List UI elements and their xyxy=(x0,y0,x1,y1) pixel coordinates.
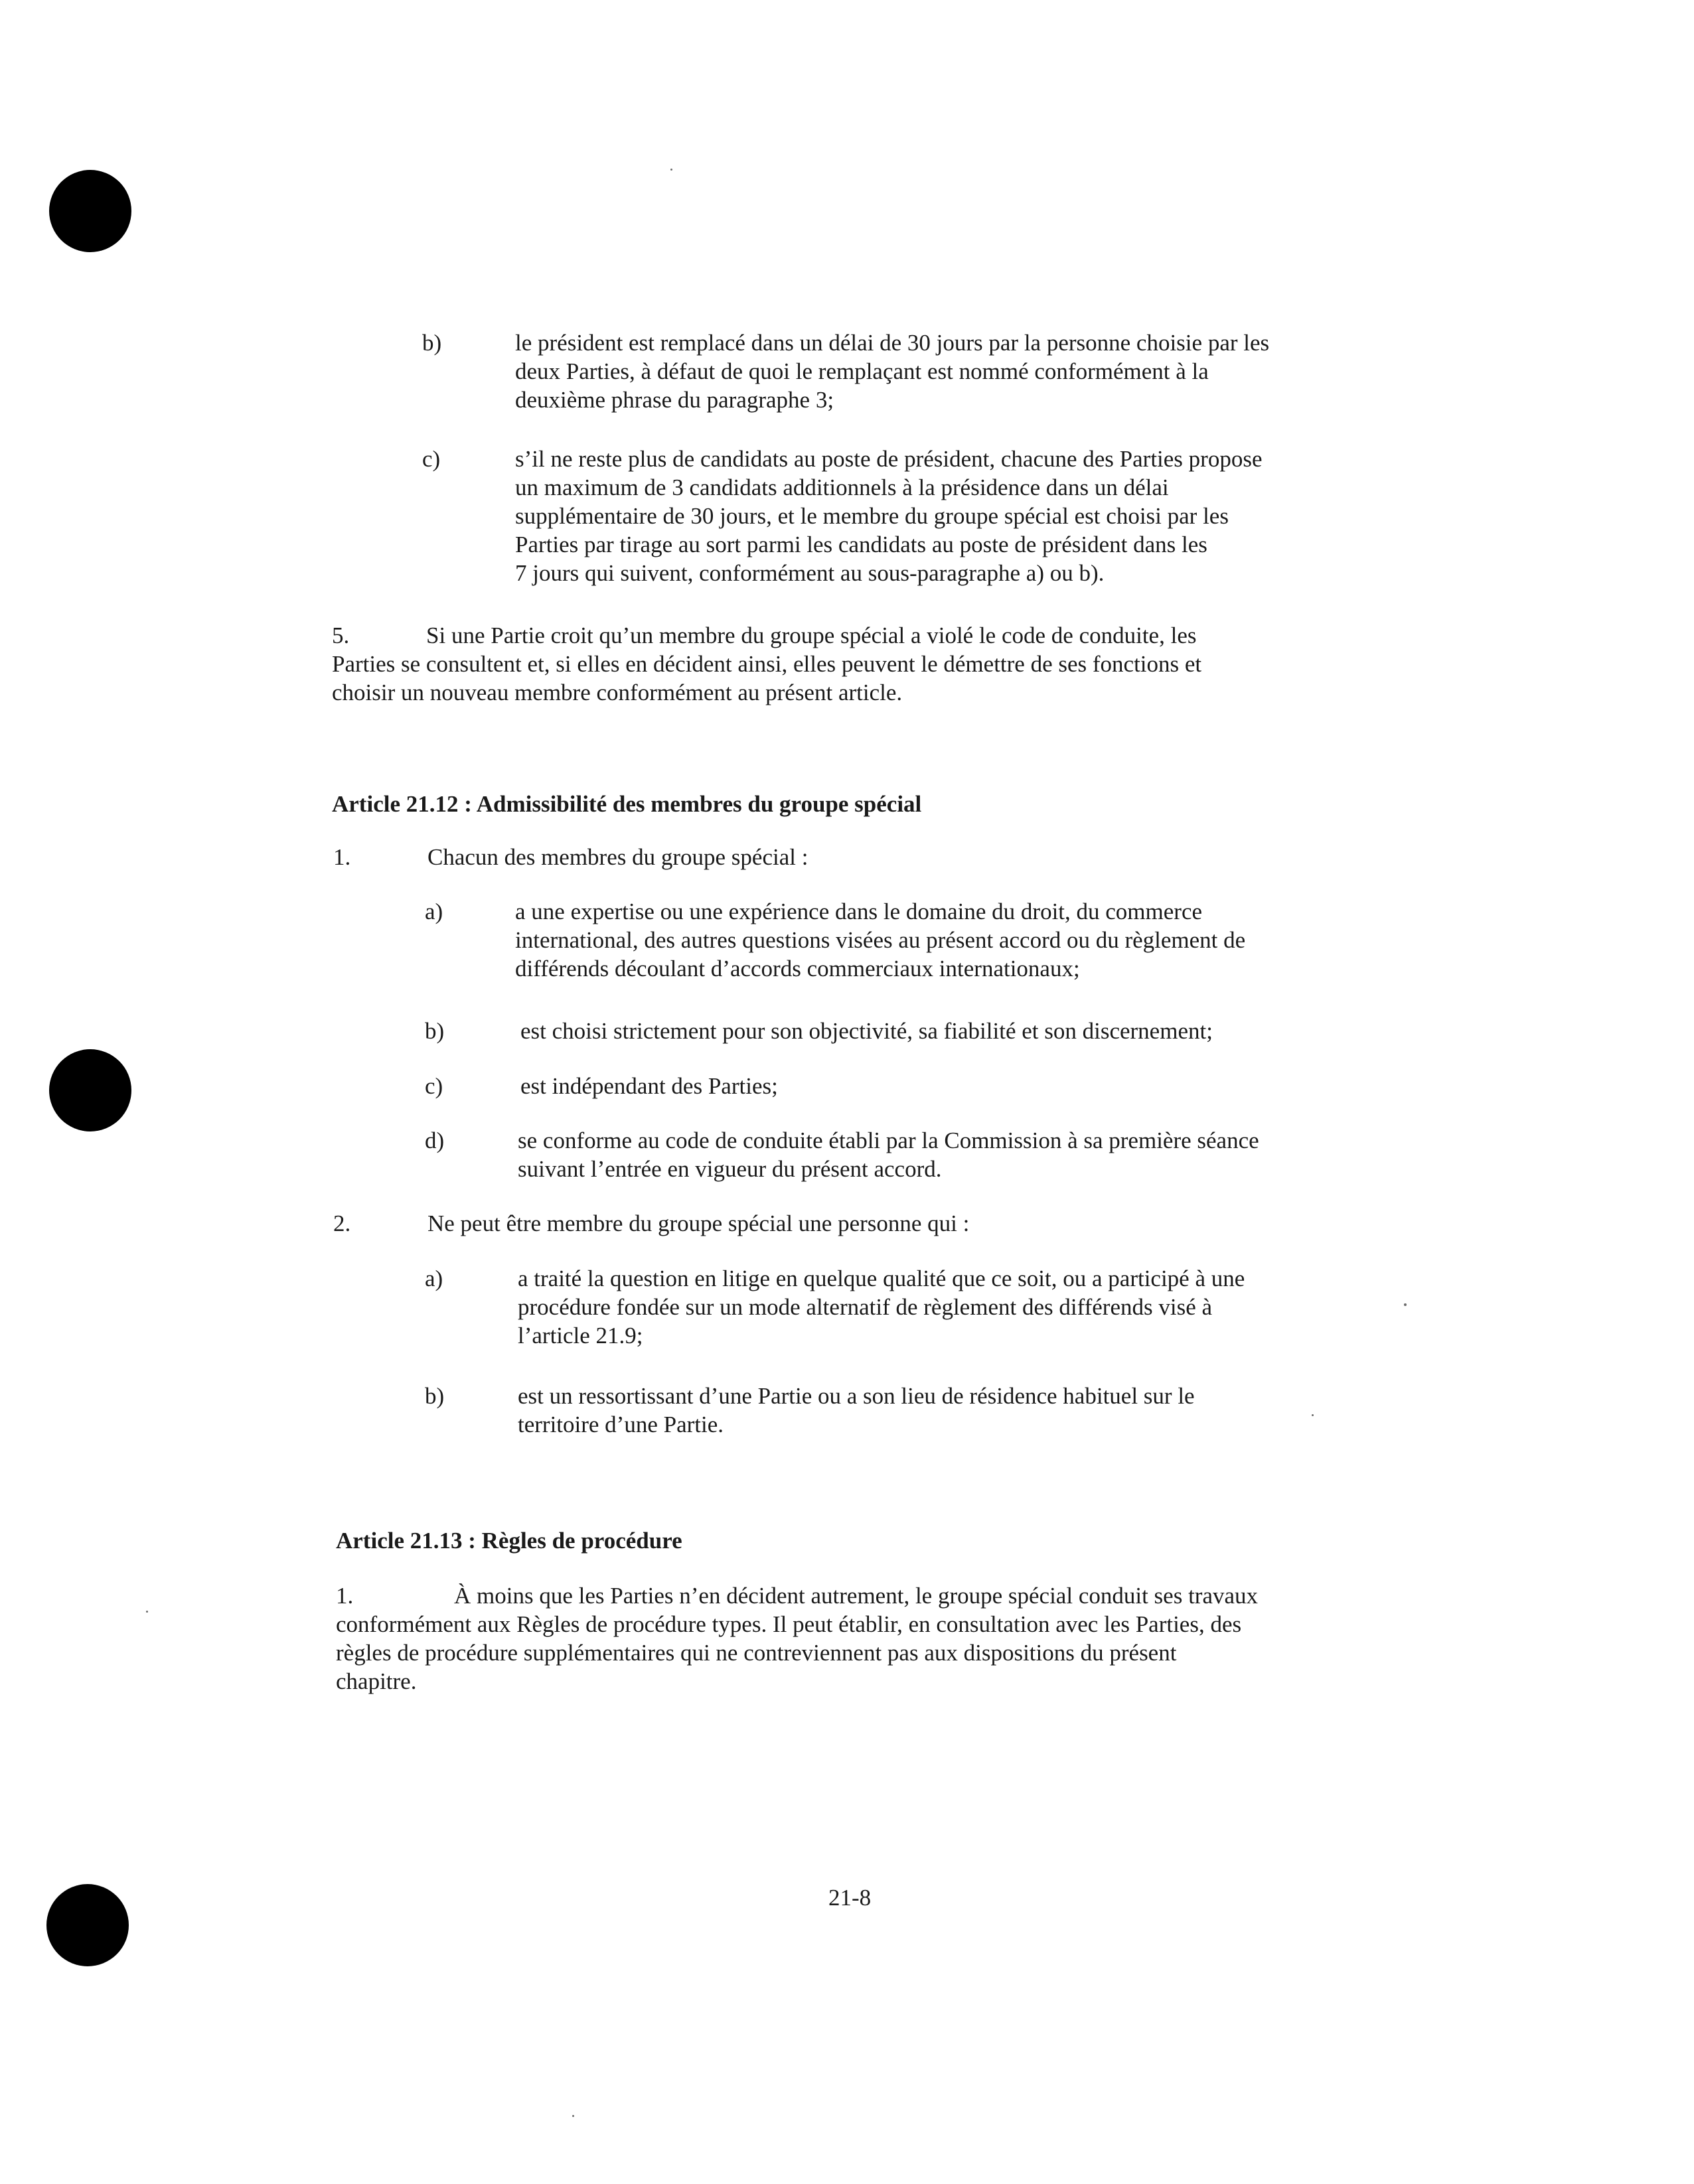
item-label: a) xyxy=(425,1266,443,1291)
item-line: deux Parties, à défaut de quoi le remplaçant est nommé conformément à la xyxy=(515,358,1209,384)
item-line: deuxième phrase du paragraphe 3; xyxy=(515,387,834,413)
item-line: suivant l’entrée en vigueur du présent accord. xyxy=(518,1156,942,1182)
item-label: b) xyxy=(425,1018,445,1044)
item-line: est indépendant des Parties; xyxy=(520,1073,778,1099)
item-line: est choisi strictement pour son objectivité, sa fiabilité et son discernement; xyxy=(520,1018,1213,1044)
scan-speck xyxy=(670,169,672,171)
scan-speck xyxy=(1404,1303,1407,1306)
item-label: b) xyxy=(425,1383,445,1409)
item-label: c) xyxy=(425,1073,443,1099)
scan-speck xyxy=(146,1611,148,1613)
item-line: territoire d’une Partie. xyxy=(518,1412,724,1437)
paragraph-number: 1. xyxy=(333,844,351,870)
scan-speck xyxy=(1312,1414,1314,1416)
item-text xyxy=(520,1017,1213,1045)
item-line: supplémentaire de 30 jours, et le membre du groupe spécial est choisi par les xyxy=(515,503,1229,529)
item-label: b) xyxy=(422,330,442,356)
paragraph-line: Chacun des membres du groupe spécial : xyxy=(427,844,809,870)
paragraph-line: choisir un nouveau membre conformément au présent article. xyxy=(332,680,903,705)
paragraph-line: conformément aux Règles de procédure types. Il peut établir, en consultation avec les Parties, des xyxy=(336,1611,1242,1637)
article-heading: Article 21.13 : Règles de procédure xyxy=(336,1528,682,1554)
item-line: le président est remplacé dans un délai de 30 jours par la personne choisie par les xyxy=(515,330,1270,356)
item-text xyxy=(518,1264,1245,1350)
item-label: c) xyxy=(422,446,441,472)
item-line: se conforme au code de conduite établi par la Commission à sa première séance xyxy=(518,1128,1259,1153)
item-label: a) xyxy=(425,899,443,924)
item-text xyxy=(520,1072,778,1100)
article-heading: Article 21.12 : Admissibilité des membres du groupe spécial xyxy=(332,791,922,817)
item-line: a traité la question en litige en quelque qualité que ce soit, ou a participé à une xyxy=(518,1266,1245,1291)
paragraph-5 xyxy=(332,621,1201,707)
item-text xyxy=(515,328,1269,414)
paragraph-line: Parties se consultent et, si elles en décident ainsi, elles peuvent le démettre de ses fonctions et xyxy=(332,651,1202,677)
item-line: s’il ne reste plus de candidats au poste de président, chacune des Parties propose xyxy=(515,446,1263,472)
paragraph-line: Si une Partie croit qu’un membre du groupe spécial a violé le code de conduite, les xyxy=(426,622,1197,648)
item-line: procédure fondée sur un mode alternatif de règlement des différends visé à xyxy=(518,1294,1213,1320)
paragraph-line: À moins que les Parties n’en décident autrement, le groupe spécial conduit ses travaux xyxy=(454,1583,1259,1609)
item-label: d) xyxy=(425,1128,445,1153)
paragraph-first-line xyxy=(336,1581,1259,1610)
item-line: différends découlant d’accords commerciaux internationaux; xyxy=(515,956,1080,982)
paragraph-line: chapitre. xyxy=(336,1668,417,1694)
item-line: l’article 21.9; xyxy=(518,1323,643,1348)
item-line: 7 jours qui suivent, conformément au sous-paragraphe a) ou b). xyxy=(515,560,1105,586)
item-line: international, des autres questions visées au présent accord ou du règlement de xyxy=(515,927,1246,953)
paragraph-number: 1. xyxy=(336,1583,354,1609)
scan-speck xyxy=(572,2115,574,2117)
punch-hole-middle xyxy=(49,1049,131,1131)
punch-hole-top xyxy=(49,170,131,252)
paragraph-number: 5. xyxy=(332,622,350,648)
item-line: Parties par tirage au sort parmi les candidats au poste de président dans les xyxy=(515,532,1207,557)
paragraph-line: Ne peut être membre du groupe spécial une personne qui : xyxy=(427,1210,970,1236)
item-line: un maximum de 3 candidats additionnels à la présidence dans un délai xyxy=(515,474,1169,500)
item-text xyxy=(515,897,1245,983)
page-number: 21-8 xyxy=(828,1885,872,1911)
item-text xyxy=(515,445,1263,587)
item-text xyxy=(518,1382,1195,1439)
paragraph-line: règles de procédure supplémentaires qui ne contreviennent pas aux dispositions du présent xyxy=(336,1640,1177,1666)
paragraph-1 xyxy=(336,1581,1259,1696)
item-text xyxy=(518,1126,1259,1183)
paragraph-number: 2. xyxy=(333,1210,351,1236)
punch-hole-bottom xyxy=(46,1884,129,1966)
item-line: a une expertise ou une expérience dans le domaine du droit, du commerce xyxy=(515,899,1203,924)
paragraph-first-line xyxy=(332,621,1201,650)
item-line: est un ressortissant d’une Partie ou a son lieu de résidence habituel sur le xyxy=(518,1383,1195,1409)
